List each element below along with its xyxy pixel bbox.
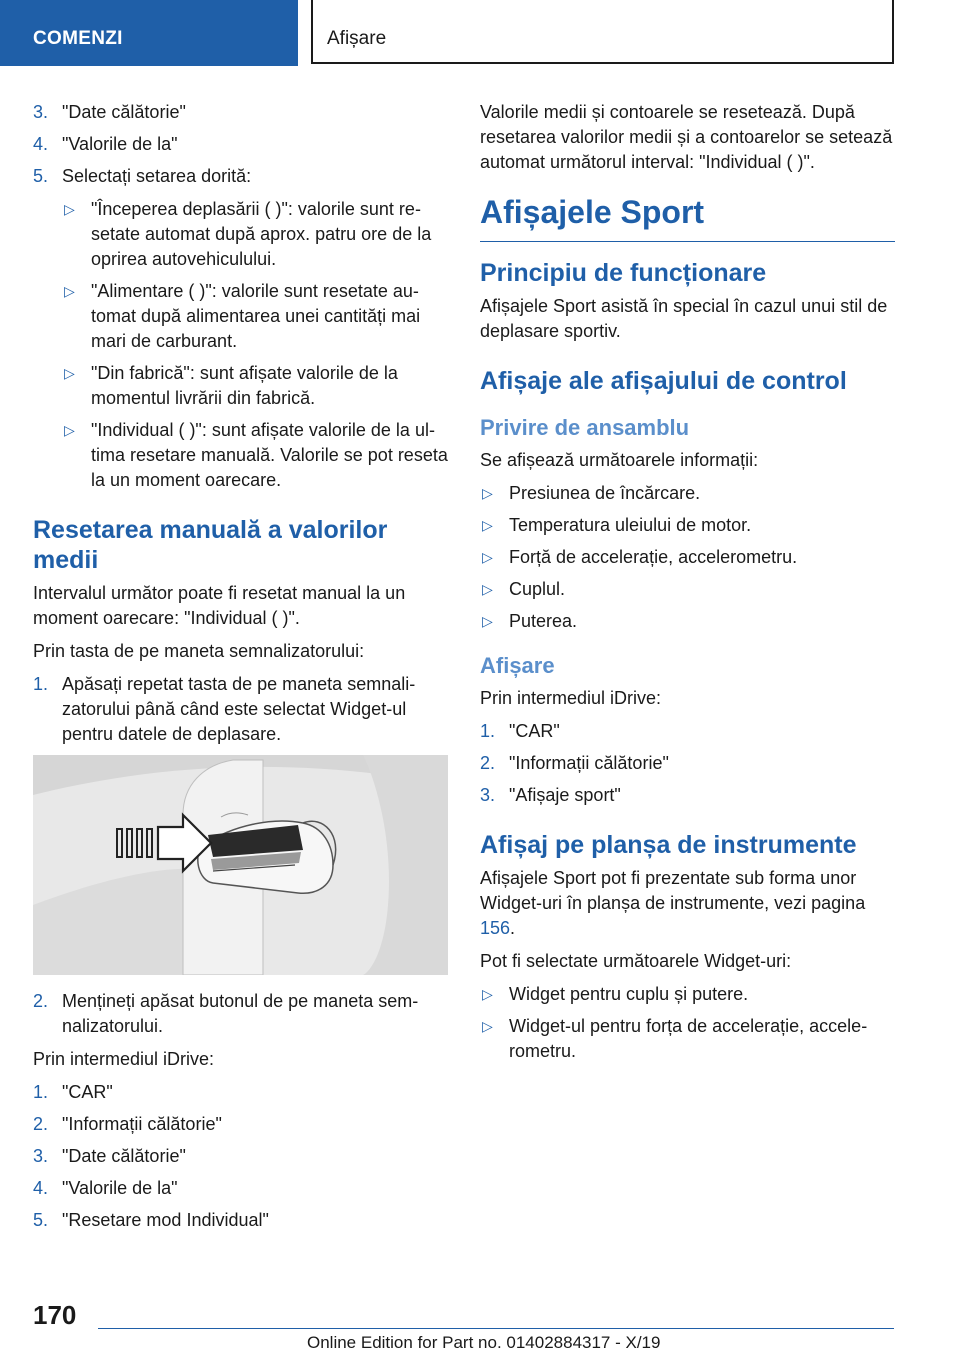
paragraph: Intervalul următor poate fi resetat manual la un moment oarecare: "Individual ( )". — [33, 583, 406, 628]
page-reference-link[interactable]: 156 — [480, 918, 511, 938]
paragraph: Pot fi selectate următoarele Widget-uri: — [480, 951, 792, 971]
triangle-bullet-icon: ▷ — [482, 485, 493, 501]
steps-list-c — [33, 989, 448, 1039]
list-item: ▷ Puterea. — [480, 609, 895, 634]
list-item: 3. "Afișaje sport" — [480, 785, 621, 805]
paragraph: Afișajele Sport pot fi prezentate sub forma unor Widget-uri în planșa de instrumente, vezi pagina 156. — [480, 868, 866, 938]
section-heading: Resetarea manuală a valorilor medii — [33, 516, 388, 574]
triangle-bullet-icon: ▷ — [64, 365, 75, 381]
left-column — [33, 100, 448, 1241]
paragraph: Prin intermediul iDrive: — [33, 1049, 215, 1069]
triangle-bullet-icon: ▷ — [482, 581, 493, 597]
list-item: 2. "Informații călătorie" — [33, 1114, 222, 1134]
paragraph: Prin tasta de pe maneta semnalizatorului: — [33, 641, 365, 661]
triangle-bullet-icon: ▷ — [482, 517, 493, 533]
triangle-bullet-icon: ▷ — [64, 283, 75, 299]
steps-list-d — [33, 1080, 448, 1233]
list-item: 4. "Valorile de la" — [33, 1178, 178, 1198]
list-item: ▷ "Din fabrică": sunt afișate valorile de la momentul livrării din fabrică. — [64, 363, 398, 408]
triangle-bullet-icon: ▷ — [64, 422, 75, 438]
topic-header: Afișare — [311, 0, 894, 64]
list-item: 3. "Date călătorie" — [33, 1146, 186, 1166]
list-item: ▷ "Individual ( )": sunt afișate valorile de la ultima resetare manuală. Valorile se pot reseta la un moment oarecare. — [64, 420, 448, 490]
list-item: ▷ Cuplul. — [480, 577, 895, 602]
triangle-bullet-icon: ▷ — [64, 201, 75, 217]
list-item: 5. Selectați setarea dorită: — [33, 166, 252, 186]
triangle-bullet-icon: ▷ — [482, 1018, 493, 1034]
reset-options-list — [62, 197, 448, 493]
chapter-tab: COMENZI — [0, 0, 298, 66]
list-item: 2. Mențineți apăsat butonul de pe maneta semnalizatorului. — [33, 991, 419, 1036]
list-item: ▷ Presiunea de încărcare. — [480, 481, 895, 506]
paragraph: Afișajele Sport asistă în special în cazul unui stil de deplasare sportiv. — [480, 296, 888, 341]
list-item: 5. "Resetare mod Individual" — [33, 1210, 269, 1230]
subsection-heading: Afișare — [480, 653, 555, 678]
list-item: ▷ "Începerea deplasării ( )": valorile sunt resetate automat după aprox. patru ore de la oprirea autovehiculului. — [64, 199, 432, 269]
list-item: ▷ Widget-ul pentru forța de accelerație, accelerometru. — [482, 1016, 868, 1061]
triangle-bullet-icon: ▷ — [482, 986, 493, 1002]
overview-list — [480, 481, 895, 634]
list-item: 4. "Valorile de la" — [33, 134, 178, 154]
list-item: ▷ Forță de accelerație, accelerometru. — [480, 545, 895, 570]
display-steps-list — [480, 719, 895, 808]
subsection-heading: Privire de ansamblu — [480, 415, 690, 440]
lever-button-diagram — [33, 755, 448, 975]
list-item: 1. "CAR" — [480, 721, 560, 741]
list-item: ▷ Temperatura uleiului de motor. — [480, 513, 895, 538]
list-item: 1. "CAR" — [33, 1082, 113, 1102]
list-item: 1. Apăsați repetat tasta de pe maneta semnalizatorului până când este selectat Widget-ul pentru datele de deplasare. — [33, 674, 416, 744]
triangle-bullet-icon: ▷ — [482, 549, 493, 565]
section-heading: Principiu de funcționare — [480, 259, 767, 287]
edition-footer: Online Edition for Part no. 01402884317 - X/19 — [307, 1333, 661, 1352]
steps-list-b — [33, 672, 448, 747]
page-number: 170 — [33, 1300, 77, 1330]
list-item: 3. "Date călătorie" — [33, 102, 186, 122]
triangle-bullet-icon: ▷ — [482, 613, 493, 629]
chapter-heading: Afișajele Sport — [480, 193, 895, 242]
turn-signal-lever-illustration — [33, 755, 448, 975]
list-item: ▷ "Alimentare ( )": valorile sunt resetate automat după alimentarea unei cantități mai mari de carburant. — [64, 281, 421, 351]
list-item: ▷ Widget pentru cuplu și putere. — [480, 982, 895, 1007]
section-heading: Afișaj pe planșa de instrumente — [480, 831, 857, 859]
paragraph: Prin intermediul iDrive: — [480, 688, 662, 708]
steps-list-a — [33, 100, 448, 189]
widget-list — [480, 982, 895, 1064]
paragraph: Valorile medii și contoarele se resetează. După resetarea valorilor medii și a contoarelor se setează automat următorul interval: "Individual ( )". — [480, 102, 893, 172]
section-heading: Afișaje ale afișajului de control — [480, 367, 847, 395]
right-column — [480, 100, 895, 1072]
list-item: 2. "Informații călătorie" — [480, 753, 669, 773]
paragraph: Se afișează următoarele informații: — [480, 450, 759, 470]
footer-divider — [98, 1328, 894, 1329]
